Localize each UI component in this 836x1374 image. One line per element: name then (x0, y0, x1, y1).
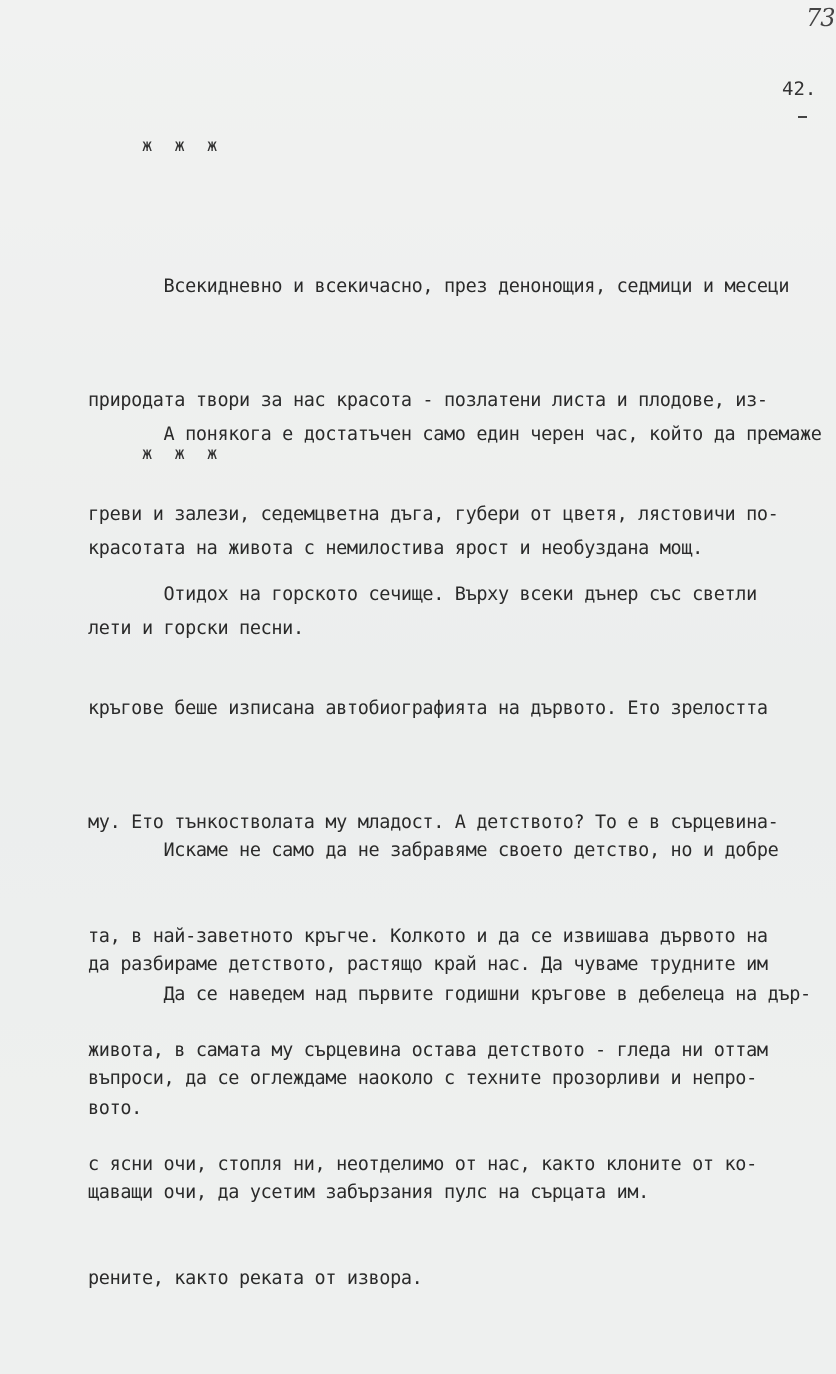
text-line: Всекидневно и всекичасно, през денонощия, седмици и месеци (88, 276, 790, 297)
text-line: Отидох на горското сечище. Върху всеки дънер със светли (88, 584, 757, 605)
text-line: да разбираме детството, растящо край нас. Да чуваме трудните им (88, 954, 768, 975)
text-line: греви и залези, седемцветна дъга, губери от цветя, лястовичи по- (88, 504, 779, 525)
paragraph (88, 900, 818, 1204)
page-number-dash (798, 116, 807, 118)
text-line: кръгове беше изписана автобиографията на дървото. Ето зрелостта (88, 698, 768, 719)
section-separator: ж ж ж (142, 136, 224, 156)
text-line: Да се наведем над първите годишни кръгове в дебелеца на дър- (88, 984, 811, 1005)
text-line: А понякога е достатъчен само един черен час, който да премаже (88, 424, 822, 445)
text-line: живота, в самата му сърцевина остава детството - гледа ни оттам (88, 1040, 768, 1061)
text-line: лети и горски песни. (88, 618, 304, 639)
text-line: щаващи очи, да усетим забързания пулс на сърцата им. (88, 1182, 649, 1203)
text-line: красотата на живота с немилостива ярост и необуздана мощ. (88, 538, 703, 559)
handwritten-page-number: 73 (806, 4, 835, 32)
text-line: природата твори за нас красота - позлатени листа и плодове, из- (88, 390, 768, 411)
text-line: Искаме не само да не забравяме своето детство, но и добре (88, 840, 779, 861)
typed-page-number: 42. (782, 78, 817, 100)
text-line: та, в най-заветното кръгче. Колкото и да се извишава дървото на (88, 926, 768, 947)
text-line: въпроси, да се оглеждаме наоколо с техните прозорливи и непро- (88, 1068, 757, 1089)
section-separator: ж ж ж (142, 444, 224, 464)
text-line: му. Ето тънкостволата му младост. А детството? То е в сърцевина- (88, 812, 779, 833)
text-line: рените, както реката от извора. (88, 1268, 423, 1289)
text-line: вото. (88, 1098, 142, 1119)
text-line: с ясни очи, стопля ни, неотделимо от нас, както клоните от ко- (88, 1154, 757, 1175)
